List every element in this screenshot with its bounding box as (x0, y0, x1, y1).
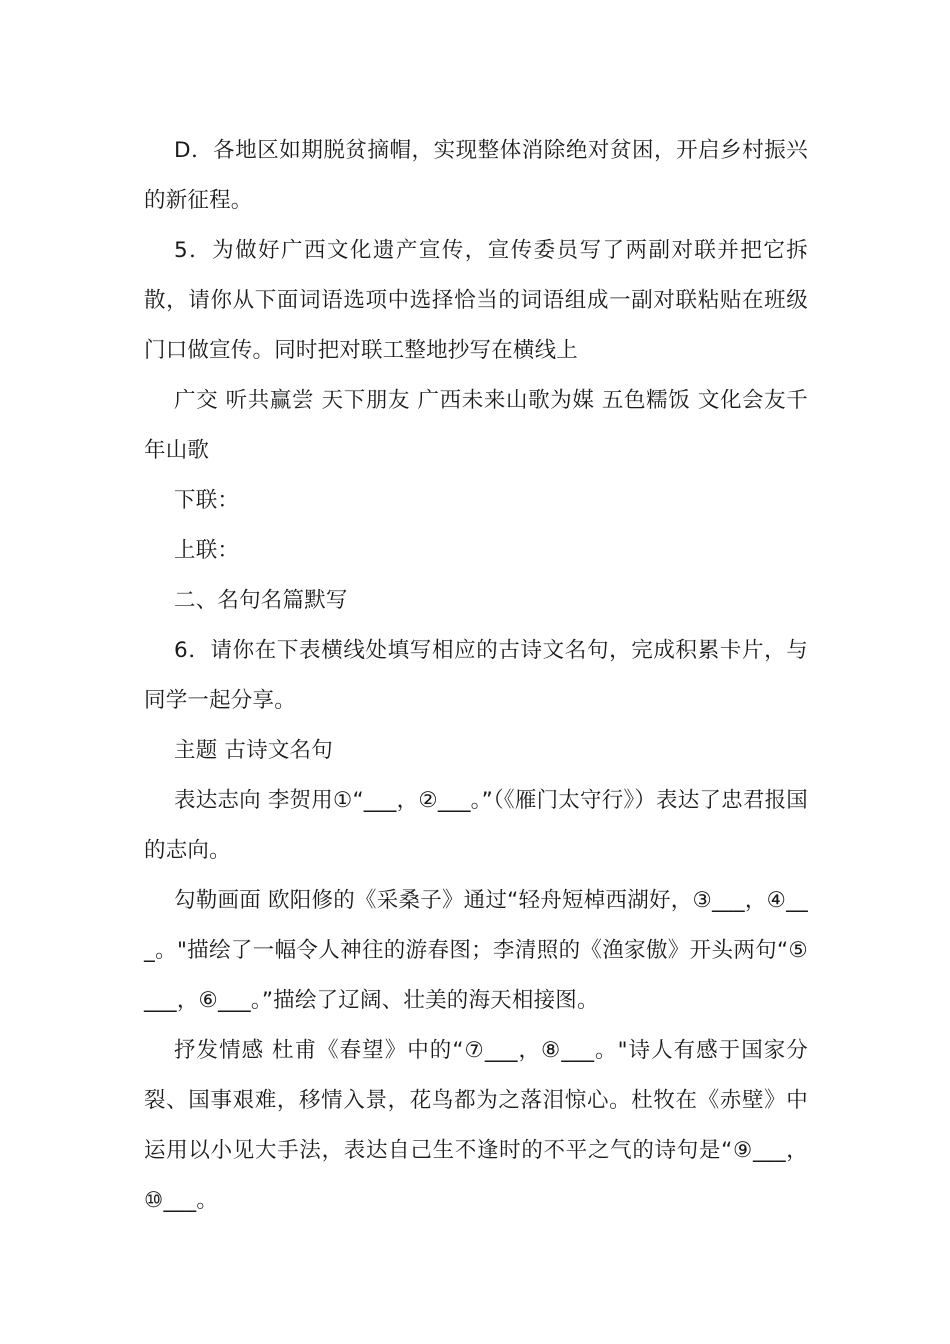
couplet-word-options: 广交 听共赢尝 天下朋友 广西未来山歌为媒 五色糯饭 文化会友千年山歌 (144, 388, 808, 463)
question-5-prompt: 5．为做好广西文化遗产宣传，宣传委员写了两副对联并把它拆散，请你从下面词语选项中选择恰当的词语组成一副对联粘贴在班级门口做宣传。同时把对联工整地抄写在横线上 (144, 238, 808, 363)
lower-couplet-line: 下联： (174, 488, 240, 513)
section-heading: 二、名句名篇默写 (174, 588, 348, 613)
document-body (144, 126, 808, 1226)
upper-couplet-line: 上联： (174, 538, 240, 563)
option-d-paragraph: D．各地区如期脱贫摘帽，实现整体消除绝对贫困，开启乡村振兴的新征程。 (144, 138, 808, 213)
table-row-emotion: 抒发情感 杜甫《春望》中的“⑦___，⑧___。"诗人有感于国家分裂、国事艰难，移情入景，花鸟都为之落泪惊心。杜牧在《赤壁》中运用以小见大手法，表达自己生不逢时的不平之气的诗句是“⑨___，⑩___。 (144, 1038, 808, 1213)
table-row-scenery: 勾勒画面 欧阳修的《采桑子》通过“轻舟短棹西湖好，③___，④___。"描绘了一幅令人神往的游春图；李清照的《渔家傲》开头两句“⑤___，⑥___。”描绘了辽阔、壮美的海天相接图。 (144, 888, 808, 1013)
table-header-row: 主题 古诗文名句 (174, 738, 333, 763)
table-row-aspiration: 表达志向 李贺用①“___，②___。”（《雁门太守行》）表达了忠君报国的志向。 (144, 788, 808, 863)
question-6-prompt: 6．请你在下表横线处填写相应的古诗文名句，完成积累卡片，与同学一起分享。 (144, 638, 808, 713)
